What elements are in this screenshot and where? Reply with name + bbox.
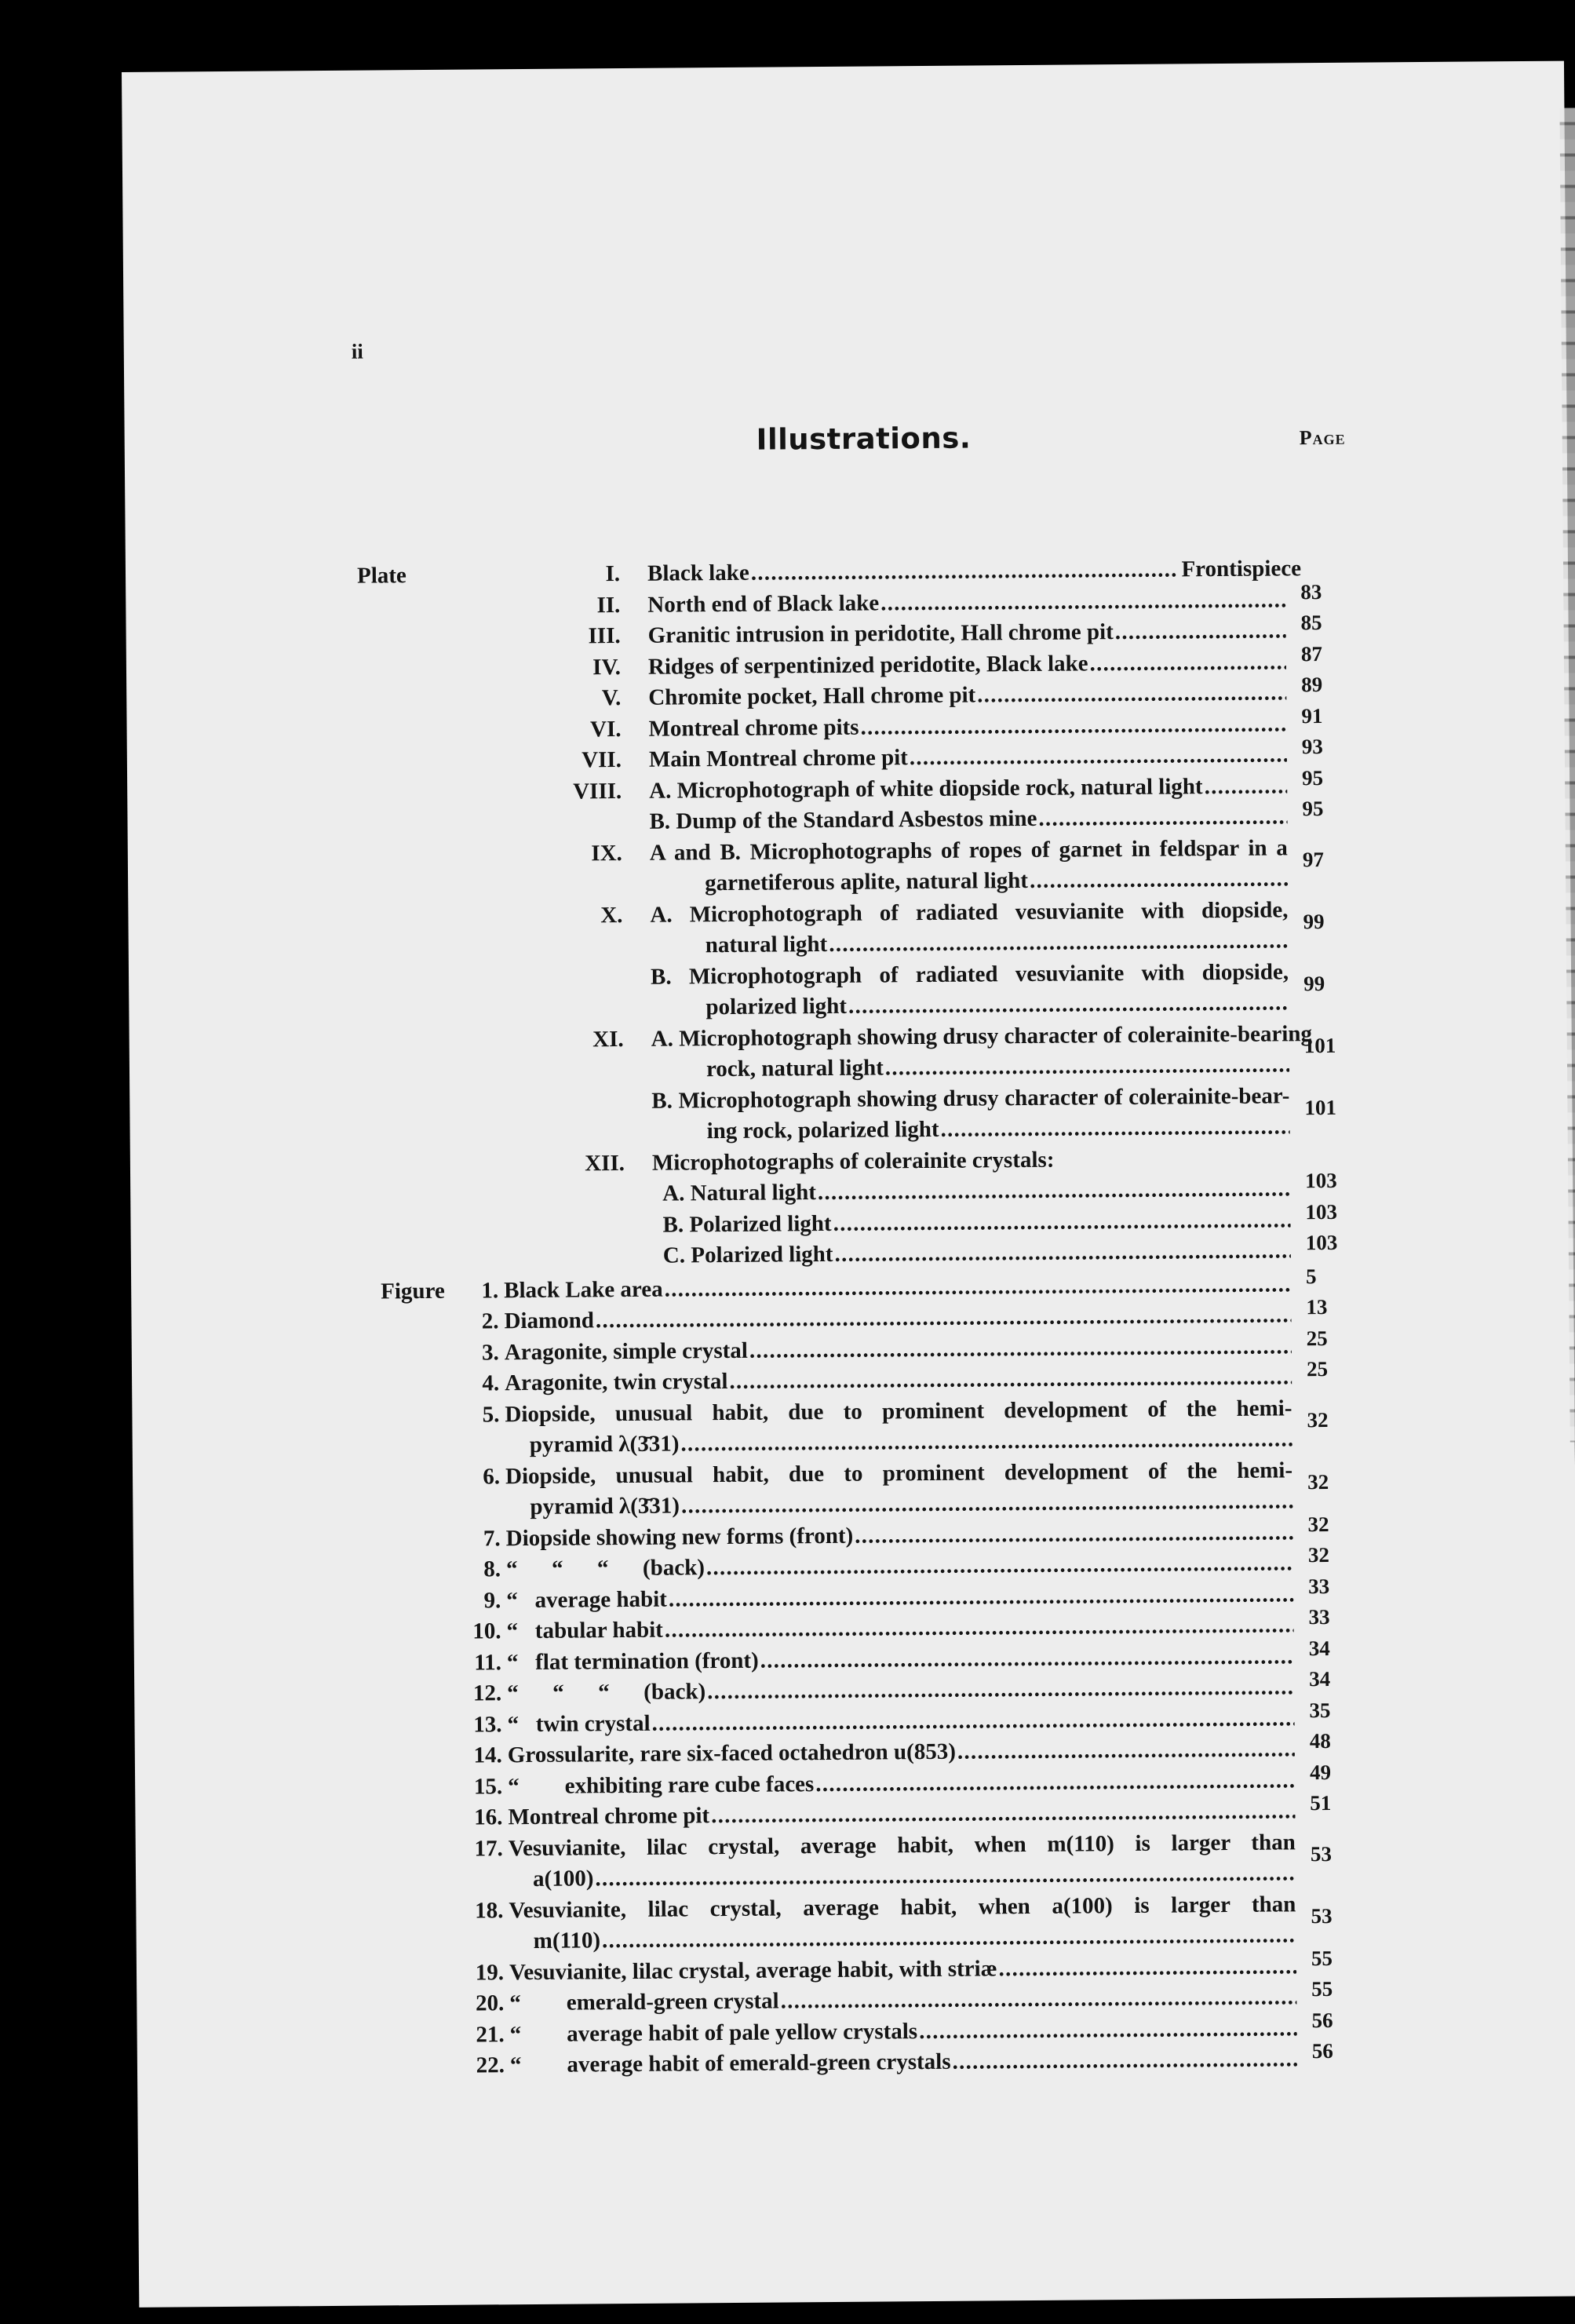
entry-caption [649,771,1287,805]
dot-leader [855,1517,1293,1550]
caption-text: B. Microphotograph of radiated vesuvianite with diopside, [650,958,1289,990]
entry-page: 5 [1305,1264,1317,1288]
caption-text: m(110) [533,1928,601,1954]
caption-text: “ average habit [506,1586,668,1613]
entry-caption [507,1672,1294,1708]
entry-page: 95 [1301,765,1324,790]
caption-text: “ twin crystal [507,1710,651,1737]
entry-page: 53 [1310,1841,1332,1866]
caption-text: “ “ “ (back) [505,1555,705,1582]
caption-text: Ridges of serpentinized peridotite, Black lake [647,650,1088,680]
entry-page: 33 [1308,1604,1330,1629]
caption-text: “ emerald-green crystal [509,1988,779,2016]
entry-page: 48 [1309,1728,1331,1753]
entry-page: 13 [1306,1294,1328,1319]
caption-text: A. Microphotograph showing drusy character of colerainite-bearing [651,1020,1313,1052]
caption-text: “ flat termination (front) [506,1647,759,1675]
caption-text: A. Microphotograph of white diopside rock, natural light [649,773,1203,804]
dot-leader [681,1486,1293,1520]
caption-text: Montreal chrome pit [508,1803,710,1830]
figure-number: 17. [474,1835,503,1862]
caption-text: Main Montreal chrome pit [648,745,908,772]
caption-text: “ average habit of emerald-green crystals [509,2049,951,2078]
dot-leader [665,1610,1294,1644]
entry-caption [506,1517,1293,1553]
entry-page: 99 [1303,909,1325,934]
entry-page: 56 [1311,2038,1333,2063]
figure-number: 10. [472,1618,501,1644]
figure-number: 8. [483,1556,501,1582]
dot-leader [1038,801,1287,833]
dot-leader [977,677,1286,710]
dot-leader [595,1858,1296,1893]
entry-caption [651,1081,1289,1115]
dot-leader [860,709,1286,742]
entry-caption [652,1144,1055,1177]
entry-caption [534,1920,1296,1956]
plate-number: III. [588,623,621,649]
entry-caption [649,801,1287,836]
plate-number: VII. [582,747,622,773]
entry-page: 55 [1311,1976,1333,2001]
caption-text: Montreal chrome pits [648,714,859,742]
entry-caption [663,1235,1291,1270]
plate-number: II. [596,592,621,618]
figure-number: 22. [476,2052,505,2078]
caption-text: Black lake [647,560,749,586]
dot-leader [952,2044,1297,2076]
caption-text: natural light [705,931,828,958]
entry-caption [705,925,1289,960]
plate-number: I. [605,561,621,587]
figure-number: 18. [475,1897,504,1924]
entry-page: 103 [1305,1230,1338,1255]
caption-text: Diamond [504,1308,595,1334]
entry-page: 103 [1305,1199,1338,1224]
entry-caption [506,1610,1293,1646]
entry-caption [648,709,1286,743]
dot-leader [781,1982,1297,2016]
dot-leader [880,585,1285,618]
caption-text: polarized light [705,993,848,1020]
entry-page: 87 [1300,641,1322,666]
dot-leader [596,1300,1292,1335]
entry-caption [506,1548,1293,1584]
dot-leader [1204,771,1287,801]
caption-text: C. Polarized light [662,1241,833,1268]
plate-number: VI. [589,716,622,742]
caption-text: B. Polarized light [662,1210,832,1238]
entry-page: 91 [1301,703,1323,728]
entry-caption [662,1173,1290,1208]
figure-number: 9. [483,1587,501,1613]
entry-page: 25 [1306,1356,1329,1381]
page-title: Illustrations. [756,421,972,457]
entry-caption [651,957,1289,991]
dot-leader [829,925,1289,959]
page-column-heading: Page [1299,425,1346,450]
plate-number: V. [601,685,622,711]
caption-text: Chromite pocket, Hall chrome pit [648,682,976,710]
dot-leader [707,1672,1294,1706]
dot-leader [669,1579,1294,1614]
caption-text: “ tabular habit [506,1617,664,1644]
caption-text: Vesuvianite, lilac crystal, average habit, with striæ [509,1955,997,1985]
entry-page: 53 [1311,1903,1333,1928]
caption-text: Diopside, unusual habit, due to prominent development of the hemi- [505,1457,1293,1489]
caption-text: Black Lake area [504,1276,663,1303]
plate-section-label: Plate [356,563,407,589]
dot-leader [818,1173,1291,1207]
entry-caption [647,553,1301,589]
entry-page: 101 [1304,1095,1337,1120]
entry-caption [507,1703,1294,1739]
entry-caption [649,739,1287,774]
dot-leader [602,1920,1296,1955]
entry-page: 93 [1301,735,1323,759]
caption-text: Aragonite, simple crystal [504,1337,749,1365]
dot-leader [651,1703,1294,1738]
entry-caption [508,1796,1295,1832]
caption-text: Microphotographs of colerainite crystals: [651,1147,1055,1176]
entry-caption [509,1827,1296,1863]
figure-section-label: Figure [381,1278,445,1304]
figure-number: 5. [482,1401,500,1427]
caption-text: B. Microphotograph showing drusy character of colerainite-bear- [651,1082,1290,1114]
caption-text: Vesuvianite, lilac crystal, average habit, when m(110) is larger than [508,1829,1296,1861]
figure-number: 15. [473,1773,503,1800]
entry-page: 89 [1301,673,1323,697]
plate-number: VIII. [573,778,622,804]
entry-page: 49 [1309,1760,1332,1784]
plate-number: IX. [591,840,622,866]
figure-number: 13. [473,1711,502,1738]
entry-page: Frontispiece [1181,556,1302,582]
dot-leader [749,1331,1292,1365]
caption-text: North end of Black lake [647,589,880,618]
dot-leader [760,1641,1294,1675]
caption-text: a(100) [532,1866,594,1892]
dot-leader [833,1205,1290,1239]
figure-number: 2. [481,1308,499,1334]
figure-number: 1. [481,1277,499,1303]
entry-caption [662,1205,1290,1239]
entry-page: 32 [1307,1542,1330,1567]
dot-leader [665,1269,1292,1304]
entry-caption [650,833,1288,867]
entry-caption [648,615,1286,650]
caption-text: Aragonite, twin crystal [505,1368,728,1396]
figure-number: 11. [474,1649,502,1676]
entry-caption [648,647,1286,681]
entry-page: 32 [1307,1469,1329,1494]
dot-leader [711,1796,1296,1830]
figure-number: 12. [472,1680,502,1706]
dot-leader [751,554,1177,587]
entry-page: 25 [1306,1326,1328,1350]
caption-text: A and B. Microphotographs of ropes of garnet in feldspar in a [649,834,1288,866]
caption-text: pyramid λ(3̄31) [530,1493,680,1520]
entry-page: 95 [1302,797,1324,821]
entry-page: 103 [1305,1168,1337,1193]
dot-leader [1115,615,1286,647]
entry-caption [505,1331,1292,1367]
dot-leader [834,1235,1291,1269]
dot-leader [1030,863,1288,896]
entry-caption [505,1455,1292,1491]
book-page [122,61,1575,2308]
caption-text: “ average habit of pale yellow crystals [509,2018,918,2047]
caption-text: A. Microphotograph of radiated vesuvianite with diopside, [650,896,1289,928]
dot-leader [815,1765,1295,1799]
figure-number: 3. [481,1339,499,1365]
entry-page: 55 [1311,1946,1333,1970]
entry-caption [650,895,1288,929]
caption-text: Grossularite, rare six-faced octahedron u(853) [507,1738,957,1768]
entry-page: 35 [1309,1698,1331,1722]
entry-page: 56 [1311,2008,1333,2032]
entry-caption [510,2044,1297,2080]
entry-caption [504,1269,1291,1305]
dot-leader [998,1951,1296,1983]
plate-number: X. [600,902,623,928]
entry-page: 101 [1303,1033,1336,1058]
entry-caption [651,1019,1313,1053]
entry-caption [509,1889,1296,1925]
entry-page: 32 [1307,1512,1329,1536]
page-number: ii [351,339,363,363]
figure-number: 7. [483,1525,501,1551]
caption-text: garnetiferous aplite, natural light [705,867,1029,896]
entry-caption [647,585,1285,619]
caption-text: Vesuvianite, lilac crystal, average habit, when a(100) is larger than [509,1891,1296,1923]
dot-leader [910,739,1287,772]
entry-caption [705,987,1289,1022]
entry-page: 34 [1308,1636,1330,1660]
entry-caption [705,863,1288,898]
entry-caption [507,1641,1294,1677]
entry-caption [530,1486,1292,1522]
dot-leader [940,1111,1289,1144]
entry-caption [648,677,1286,712]
figure-number: 16. [474,1804,503,1830]
entry-caption [505,1362,1292,1398]
plate-number: IV. [592,654,622,680]
entry-page: 33 [1308,1574,1330,1598]
dot-leader [919,2013,1297,2046]
figure-number: 20. [475,1990,505,2016]
entry-page: 85 [1300,611,1322,635]
dot-leader [848,987,1289,1020]
caption-text: B. Dump of the Standard Asbestos mine [649,805,1037,834]
entry-page: 34 [1309,1666,1331,1691]
dot-leader [680,1424,1292,1458]
entry-caption [508,1765,1295,1801]
figure-number: 14. [473,1742,502,1768]
entry-caption [533,1858,1296,1894]
entry-caption [508,1734,1295,1770]
entry-caption [509,1982,1296,2018]
caption-text: Diopside, unusual habit, due to prominent development of the hemi- [505,1395,1292,1427]
caption-text: pyramid λ(3̄31) [529,1431,680,1458]
entry-page: 83 [1300,579,1322,604]
caption-text: Granitic intrusion in peridotite, Hall chrome pit [647,619,1114,648]
entry-page: 32 [1307,1407,1329,1432]
caption-text: “ exhibiting rare cube faces [508,1771,815,1799]
caption-text: rock, natural light [705,1055,884,1082]
entry-caption [505,1393,1292,1429]
entry-caption [706,1049,1289,1084]
entry-caption [509,1951,1296,1987]
entry-caption [509,2013,1296,2049]
page-binding-edge [1559,108,1575,1442]
entry-page: 97 [1302,847,1325,872]
figure-number: 4. [482,1370,500,1396]
figure-number: 21. [476,2021,505,2048]
entry-caption [506,1579,1293,1615]
dot-leader [729,1362,1292,1396]
caption-text: ing rock, polarized light [706,1116,939,1144]
entry-page: 51 [1310,1790,1332,1815]
entry-page: 99 [1303,971,1325,996]
dot-leader [706,1548,1293,1582]
entry-caption [706,1111,1289,1146]
plate-number: XII. [585,1150,625,1176]
dot-leader [1089,647,1286,678]
figure-number: 19. [475,1959,505,1986]
plate-number: XI. [592,1026,624,1052]
figure-number: 6. [483,1463,501,1489]
caption-text: A. Natural light [662,1180,817,1206]
dot-leader [885,1049,1289,1082]
entry-caption [530,1424,1292,1460]
entry-caption [504,1300,1291,1336]
dot-leader [957,1734,1295,1766]
caption-text: “ “ “ (back) [507,1679,706,1706]
caption-text: Diopside showing new forms (front) [505,1523,854,1551]
